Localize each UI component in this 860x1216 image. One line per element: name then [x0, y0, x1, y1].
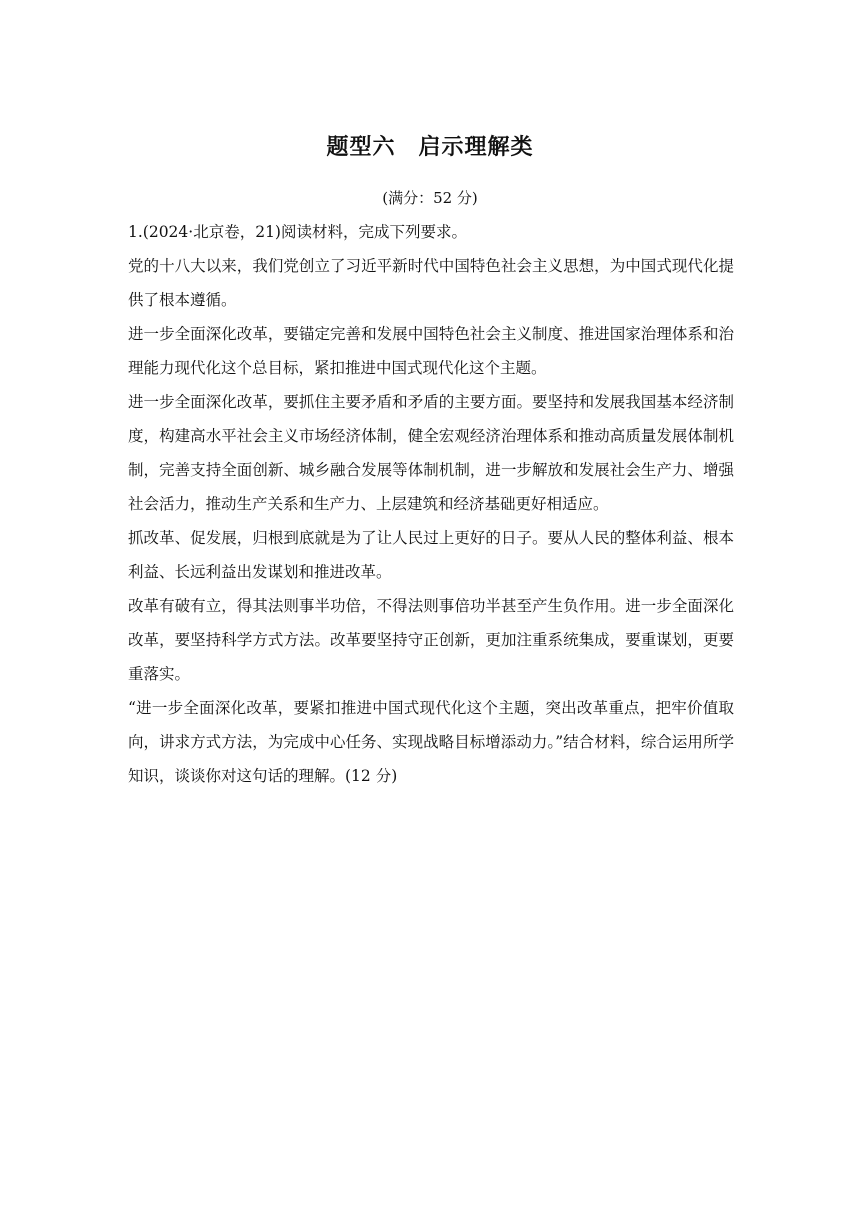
question-body	[128, 215, 734, 793]
section-title: 题型六 启示理解类	[326, 134, 534, 160]
full-score-note: (满分：52 分)	[382, 189, 478, 207]
question-prompt: “进一步全面深化改革，要紧扣推进中国式现代化这个主题，突出改革重点，把牢价值取向，讲求方式方法，为完成中心任务、实现战略目标增添动力。”结合材料，综合运用所学知识，谈谈你对这句话的理解。(12 分)	[128, 699, 734, 785]
material-paragraph-5: 改革有破有立，得其法则事半功倍，不得法则事倍功半甚至产生负作用。进一步全面深化改革，要坚持科学方式方法。改革要坚持守正创新，更加注重系统集成，要重谋划，更要重落实。	[128, 597, 734, 683]
material-paragraph-2: 进一步全面深化改革，要锚定完善和发展中国特色社会主义制度、推进国家治理体系和治理能力现代化这个总目标，紧扣推进中国式现代化这个主题。	[128, 325, 734, 377]
material-paragraph-3: 进一步全面深化改革，要抓住主要矛盾和矛盾的主要方面。要坚持和发展我国基本经济制度，构建高水平社会主义市场经济体制，健全宏观经济治理体系和推动高质量发展体制机制，完善支持全面创新、城乡融合发展等体制机制，进一步解放和发展社会生产力、增强社会活力，推动生产关系和生产力、上层建筑和经济基础更好相适应。	[128, 393, 734, 513]
material-paragraph-1: 党的十八大以来，我们党创立了习近平新时代中国特色社会主义思想，为中国式现代化提供了根本遵循。	[128, 257, 734, 309]
material-paragraph-4: 抓改革、促发展，归根到底就是为了让人民过上更好的日子。要从人民的整体利益、根本利益、长远利益出发谋划和推进改革。	[128, 529, 734, 581]
question-header: 1.(2024·北京卷，21)阅读材料，完成下列要求。	[128, 223, 467, 241]
